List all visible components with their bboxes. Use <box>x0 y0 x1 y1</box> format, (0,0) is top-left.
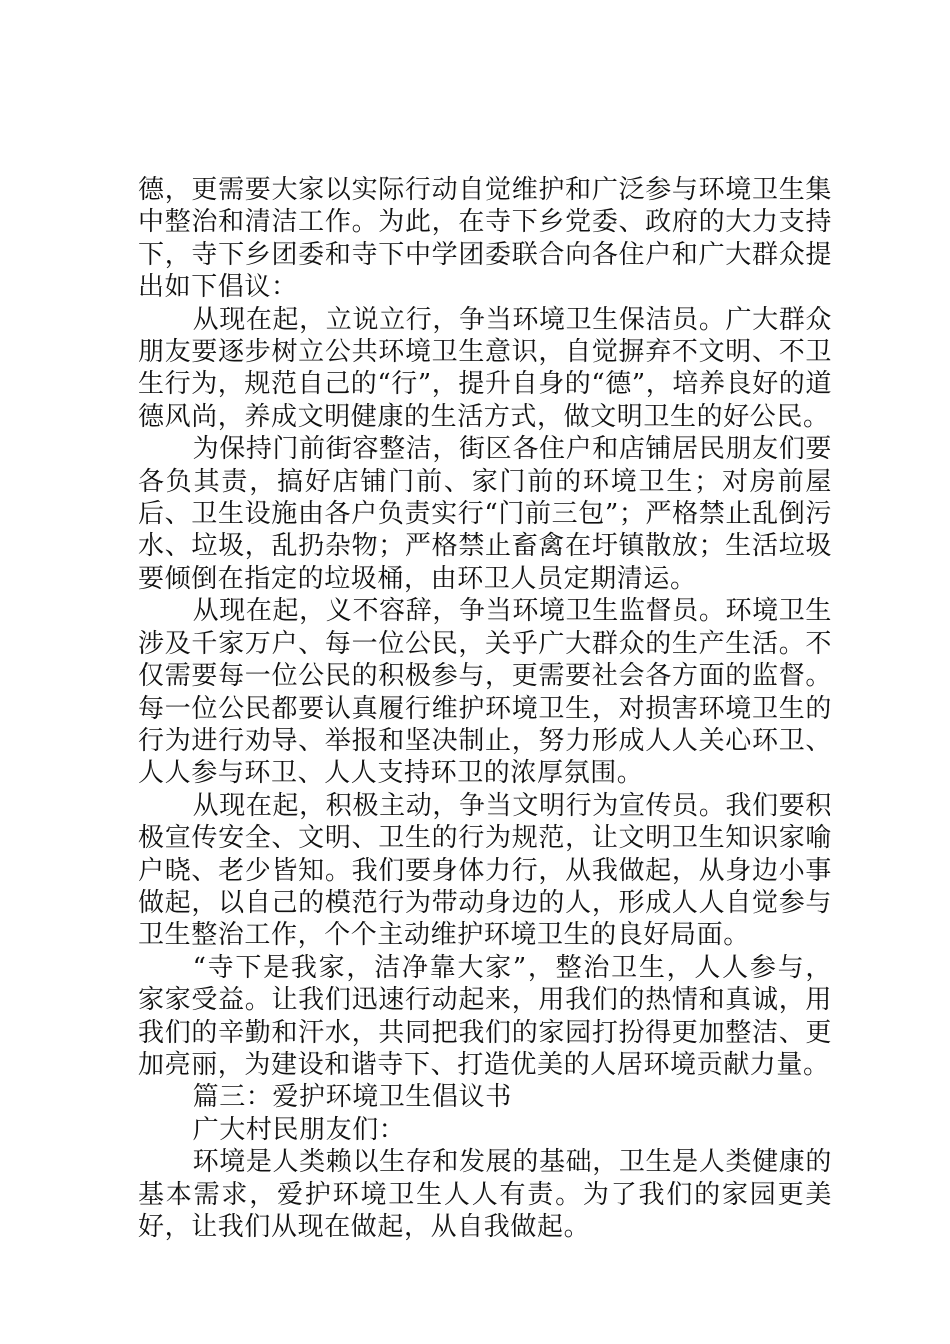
paragraph-intro: 德，更需要大家以实际行动自觉维护和广泛参与环境卫生集中整治和清洁工作。为此，在寺下乡党委、政府的大力支持下，寺下乡团委和寺下中学团委联合向各住户和广大群众提出如下倡议： <box>138 175 832 303</box>
paragraph-promoter: 从现在起，积极主动，争当文明行为宣传员。我们要积极宣传安全、文明、卫生的行为规范，让文明卫生知识家喻户晓、老少皆知。我们要身体力行，从我做起，从身边小事做起，以自己的模范行为带动身边的人，形成人人自觉参与卫生整治工作，个个主动维护环境卫生的良好局面。 <box>138 790 832 951</box>
salutation: 广大村民朋友们： <box>192 1114 406 1145</box>
section-heading: 篇三：爱护环境卫生倡议书 <box>192 1082 512 1113</box>
paragraph-cleaner: 从现在起，立说立行，争当环境卫生保洁员。广大群众朋友要逐步树立公共环境卫生意识，自觉摒弃不文明、不卫生行为，规范自己的“行”，提升自身的“德”，培养良好的道德风尚，养成文明健康的生活方式，做文明卫生的好公民。 <box>138 304 832 432</box>
paragraph-supervisor: 从现在起，义不容辞，争当环境卫生监督员。环境卫生涉及千家万户、每一位公民，关乎广大群众的生产生活。不仅需要每一位公民的积极参与，更需要社会各方面的监督。每一位公民都要认真履行维护环境卫生，对损害环境卫生的行为进行劝导、举报和坚决制止，努力形成人人关心环卫、人人参与环卫、人人支持环卫的浓厚氛围。 <box>138 596 832 789</box>
document-page <box>138 174 832 1243</box>
paragraph-environment: 环境是人类赖以生存和发展的基础，卫生是人类健康的基本需求，爱护环境卫生人人有责。为了我们的家园更美好，让我们从现在做起，从自我做起。 <box>138 1147 832 1242</box>
paragraph-slogan: “寺下是我家，洁净靠大家”，整治卫生，人人参与，家家受益。让我们迅速行动起来，用我们的热情和真诚，用我们的辛勤和汗水，共同把我们的家园打扮得更加整洁、更加亮丽，为建设和谐寺下、打造优美的人居环境贡献力量。 <box>138 952 832 1080</box>
paragraph-storefront: 为保持门前街容整洁，街区各住户和店铺居民朋友们要各负其责，搞好店铺门前、家门前的环境卫生；对房前屋后、卫生设施由各户负责实行“门前三包”；严格禁止乱倒污水、垃圾，乱扔杂物；严格禁止畜禽在圩镇散放；生活垃圾要倾倒在指定的垃圾桶，由环卫人员定期清运。 <box>138 434 832 594</box>
